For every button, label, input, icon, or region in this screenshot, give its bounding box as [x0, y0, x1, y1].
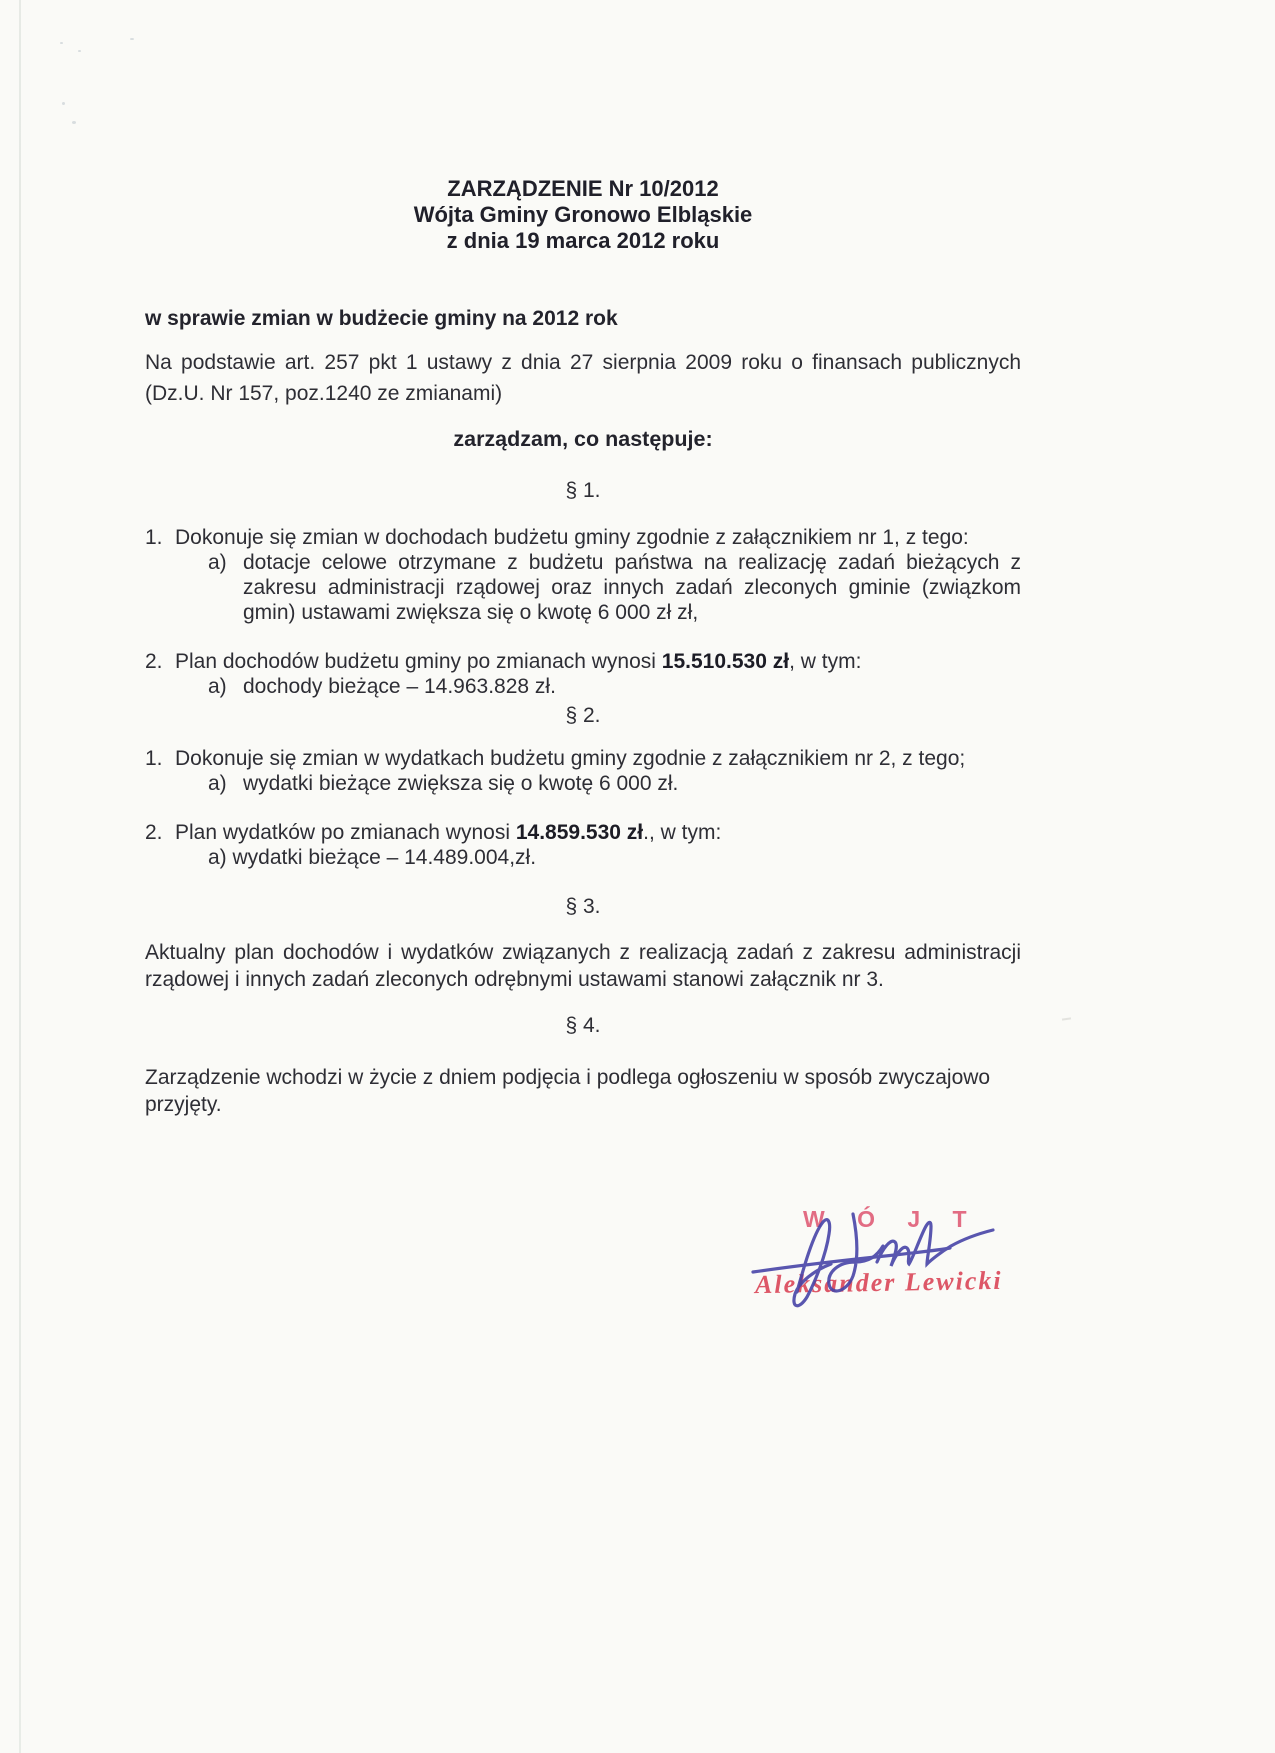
text-segment: Plan dochodów budżetu gminy po zmianach wynosi	[175, 650, 662, 673]
section-2-heading: § 2.	[565, 704, 601, 727]
legal-basis-paragraph: Na podstawie art. 257 pkt 1 ustawy z dnia 27 sierpnia 2009 roku o finansach publicznych (Dz.U. Nr 157, poz.1240 ze zmianami)	[145, 351, 1021, 405]
list-item	[145, 746, 1021, 771]
list-item-number: 2.	[145, 821, 163, 844]
list-item-text: Dokonuje się zmian w wydatkach budżetu gminy zgodnie z załącznikiem nr 2, z tego;	[175, 747, 966, 770]
list-item-text	[175, 649, 1021, 674]
list-item	[145, 525, 1021, 550]
list-item-text: Dokonuje się zmian w dochodach budżetu gminy zgodnie z załącznikiem nr 1, z tego:	[175, 526, 969, 549]
scan-speck	[78, 50, 81, 52]
sub-item-text: wydatki bieżące zwiększa się o kwotę 6 000 zł.	[243, 772, 679, 795]
mayor-stamp-name: Aleksander Lewicki	[754, 1265, 1003, 1300]
section-1-heading: § 1.	[565, 479, 601, 502]
scan-speck	[72, 121, 76, 124]
handwritten-signature-ink	[735, 1200, 1005, 1320]
subject-line: w sprawie zmian w budżecie gminy na 2012 rok	[145, 307, 618, 330]
section-4-paragraph: Zarządzenie wchodzi w życie z dniem podjęcia i podlega ogłoszeniu w sposób zwyczajowo przyjęty.	[145, 1066, 991, 1116]
list-item	[145, 649, 1021, 674]
list-item	[145, 820, 1021, 845]
signature-block	[735, 1200, 1005, 1320]
document-body	[145, 0, 1021, 1118]
amount-bold: 15.510.530 zł	[661, 650, 790, 673]
scan-artifact	[1062, 1017, 1071, 1020]
list-item-number: 1.	[145, 526, 163, 549]
list-item-number: 1.	[145, 747, 163, 770]
title-line-date: z dnia 19 marca 2012 roku	[446, 228, 720, 253]
sub-item: a) wydatki bieżące – 14.489.004,zł.	[208, 846, 537, 869]
section-3-paragraph: Aktualny plan dochodów i wydatków związanych z realizacją zadań z zakresu administracji rządowej i innych zadań zleconych odrębnymi ustawami stanowi załącznik nr 3.	[145, 941, 1021, 991]
mayor-stamp-title: W Ó J T	[803, 1206, 980, 1232]
scan-speck	[62, 102, 65, 105]
sub-item-label: a)	[208, 551, 227, 574]
sub-item	[208, 550, 1021, 625]
title-line-issuer: Wójta Gminy Gronowo Elbląskie	[413, 202, 753, 227]
text-segment: ., w tym:	[643, 821, 722, 844]
sub-item	[208, 674, 1021, 699]
sub-item-text: dochody bieżące – 14.963.828 zł.	[243, 675, 556, 698]
scan-speck	[60, 42, 63, 44]
document-title	[145, 176, 1021, 254]
section-3-heading: § 3.	[565, 895, 601, 918]
text-segment: , w tym:	[789, 650, 862, 673]
text-segment: Plan wydatków po zmianach wynosi	[175, 821, 516, 844]
sub-item-label: a)	[208, 675, 227, 698]
scan-speck	[130, 38, 134, 40]
scan-edge-line	[19, 0, 21, 1753]
sub-item	[208, 771, 1021, 796]
section-4-heading: § 4.	[565, 1014, 601, 1037]
list-item-text	[175, 820, 1021, 845]
decree-line: zarządzam, co następuje:	[453, 427, 713, 451]
sub-item-label: a)	[208, 772, 227, 795]
sub-item-text: dotacje celowe otrzymane z budżetu państwa na realizację zadań bieżących z zakresu administracji rządowej oraz innych zadań zleconych gminie (związkom gmin) ustawami zwiększa się o kwotę 6 000 zł zł,	[243, 551, 1021, 624]
list-item-number: 2.	[145, 650, 163, 673]
title-line-number: ZARZĄDZENIE Nr 10/2012	[447, 176, 719, 201]
amount-bold: 14.859.530 zł	[515, 821, 644, 844]
